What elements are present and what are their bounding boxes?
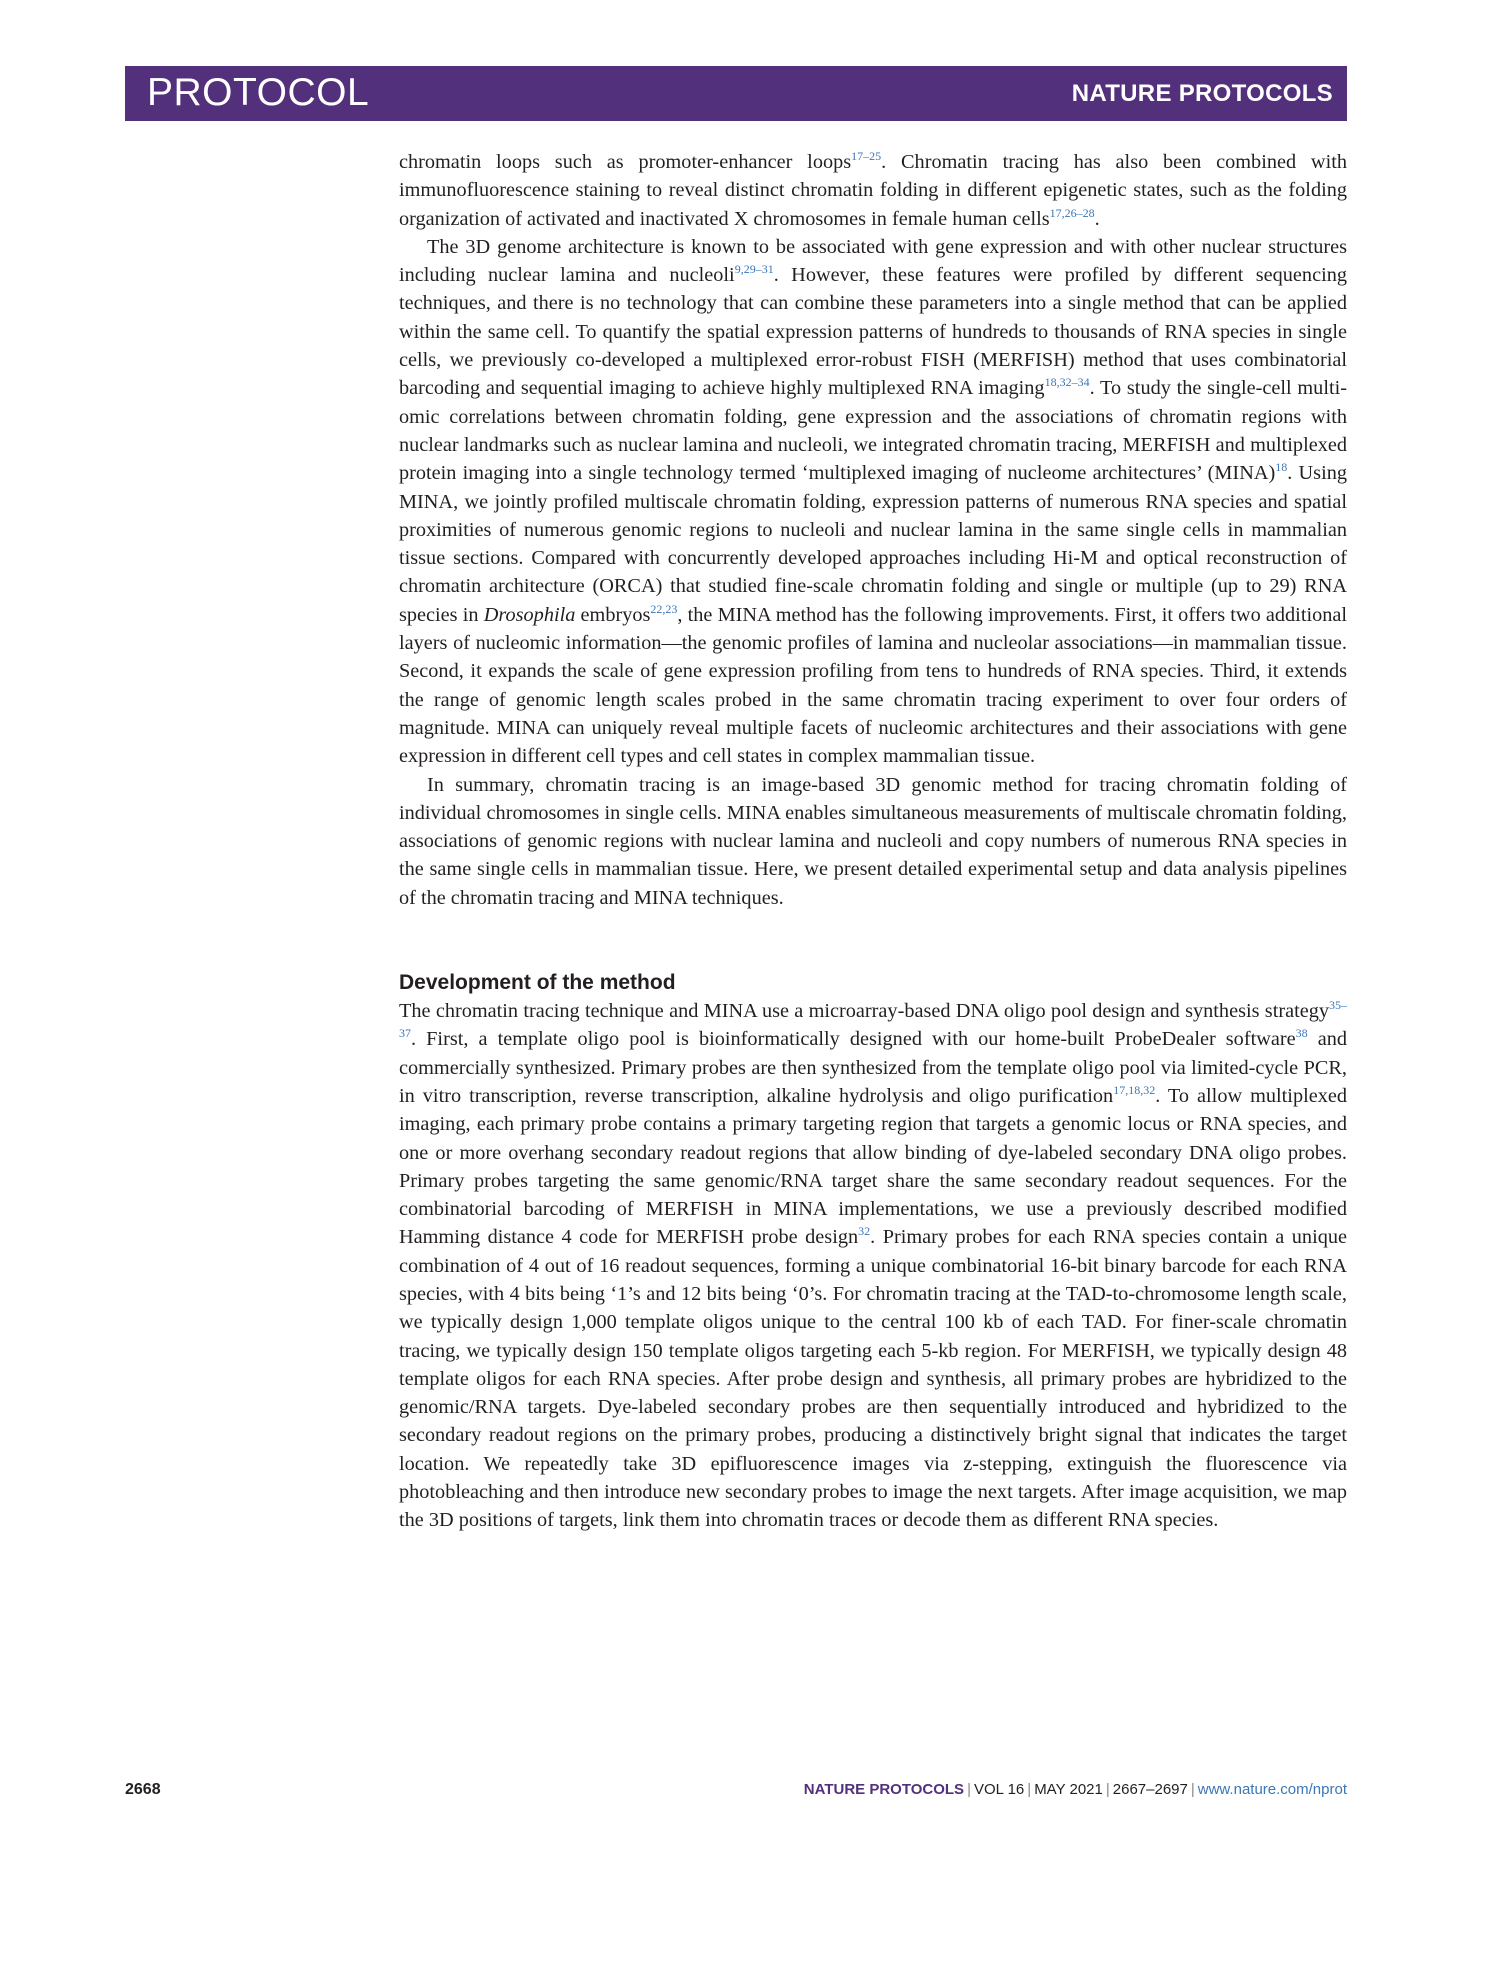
text-run: embryos [575, 603, 651, 626]
text-run: . However, these features were profiled by different sequencing techniques, and there is no technology that can combine these parameters into a single method that can be applied within the same cell. To quantify the spatial expression patterns of hundreds to thousands of RNA species in single cells, we previously co-developed a multiplexed error-robust FISH (MERFISH) method that uses combinatorial barcoding and sequential imaging to achieve highly multiplexed RNA imaging [399, 264, 1347, 400]
paragraph-2 [399, 233, 1347, 771]
footer-pages: 2667–2697 [1112, 1781, 1188, 1798]
section-label: PROTOCOL [147, 71, 370, 114]
text-run: The 3D genome architecture is known to be associated with gene expression and with other nuclear structures including nuclear lamina and nucleoli [399, 235, 1347, 287]
paragraph-3 [399, 771, 1347, 912]
section-heading: Development of the method [399, 971, 676, 995]
footer-volume: VOL 16 [973, 1781, 1025, 1798]
citation-ref[interactable]: 22,23 [650, 601, 678, 616]
text-run: . [1094, 207, 1100, 230]
text-run: In summary, chromatin tracing is an image-based 3D genomic method for tracing chromatin folding of individual chromosomes in single cells. MINA enables simultaneous measurements of multiscale chromatin folding, associations of genomic regions with nuclear lamina and nucleoli and copy numbers of numerous RNA species in the same single cells in mammalian tissue. Here, we present detailed experimental setup and data analysis pipelines of the chromatin tracing and MINA techniques. [399, 773, 1347, 909]
paragraph-1 [399, 148, 1347, 233]
footer-journal-name: NATURE PROTOCOLS [803, 1781, 965, 1798]
citation-ref[interactable]: 32 [858, 1224, 871, 1239]
text-run: . Using MINA, we jointly profiled multiscale chromatin folding, expression patterns of numerous RNA species and spatial proximities of numerous genomic regions to nucleoli and nuclear lamina in the same single cells in mammalian tissue sections. Compared with concurrently developed approaches including Hi-M and optical reconstruction of chromatin architecture (ORCA) that studied fine-scale chromatin folding and single or multiple (up to 29) RNA species in [399, 462, 1347, 626]
text-run: . Chromatin tracing has also been combined with immunofluorescence staining to reveal distinct chromatin folding in different epigenetic states, such as the folding organization of activated and inactivated X chromosomes in female human cells [399, 151, 1347, 230]
citation-ref[interactable]: 9,29–31 [734, 262, 774, 277]
footer-url[interactable]: www.nature.com/nprot [1197, 1781, 1347, 1798]
text-run: chromatin loops such as promoter-enhancer loops [399, 151, 852, 173]
footer-citation: NATURE PROTOCOLS | VOL 16 | MAY 2021 | 2667–2697 | www.nature.com/nprot [803, 1781, 1347, 1798]
italic-term: Drosophila [483, 603, 576, 626]
citation-ref[interactable]: 18 [1275, 460, 1288, 475]
citation-ref[interactable]: 17,26–28 [1049, 205, 1095, 220]
citation-ref[interactable]: 17–25 [851, 149, 882, 164]
section-paragraph [399, 997, 1347, 1535]
journal-label: NATURE PROTOCOLS [1071, 80, 1333, 107]
text-run: . First, a template oligo pool is bioinformatically designed with our home-built ProbeDealer software [411, 1028, 1296, 1051]
text-run: . Primary probes for each RNA species contain a unique combination of 4 out of 16 readout sequences, forming a unique combinatorial 16-bit binary barcode for each RNA species, with 4 bits being ‘1’s and 12 bits being ‘0’s. For chromatin tracing at the TAD-to-chromosome length scale, we typically design 1,000 template oligos unique to the central 100 kb of each TAD. For finer-scale chromatin tracing, we typically design 150 template oligos targeting each 5-kb region. For MERFISH, we typically design 48 template oligos for each RNA species. After probe design and synthesis, all primary probes are hybridized to the genomic/RNA targets. Dye-labeled secondary probes are then sequentially introduced and hybridized to the secondary readout regions on the primary probes, producing a distinctively bright signal that indicates the target location. We repeatedly take 3D epifluorescence images via z-stepping, extinguish the fluorescence via photobleaching and then introduce new secondary probes to image the next targets. After image acquisition, we map the 3D positions of targets, link them into chromatin traces or decode them as different RNA species. [399, 1226, 1347, 1532]
text-run: . To allow multiplexed imaging, each primary probe contains a primary targeting region that targets a genomic locus or RNA species, and one or more overhang secondary readout regions that allow binding of dye-labeled secondary DNA oligo probes. Primary probes targeting the same genomic/RNA target share the same secondary readout sequences. For the combinatorial barcoding of MERFISH in MINA implementations, we use a previously described modified Hamming distance 4 code for MERFISH probe design [399, 1084, 1348, 1249]
text-run: . To study the single-cell multi-omic correlations between chromatin folding, gene expression and the associations of chromatin regions with nuclear landmarks such as nuclear lamina and nucleoli, we integrated chromatin tracing, MERFISH and multiplexed protein imaging into a single technology termed ‘multiplexed imaging of nucleome architectures’ (MINA) [399, 377, 1347, 485]
citation-ref[interactable]: 35–37 [399, 998, 1347, 1041]
text-run: , the MINA method has the following improvements. First, it offers two additional layers of nucleomic information—the genomic profiles of lamina and nucleolar associations—in mammalian tissue. Second, it expands the scale of gene expression profiling from tens to hundreds of RNA species. Third, it extends the range of genomic length scales probed in the same chromatin tracing experiment to over four orders of magnitude. MINA can uniquely reveal multiple facets of nucleomic architectures and their associations with gene expression in different cell types and cell states in complex mammalian tissue. [399, 603, 1348, 768]
text-run: and commercially synthesized. Primary probes are then synthesized from the template oligo pool via limited-cycle PCR, in vitro transcription, reverse transcription, alkaline hydrolysis and oligo purification [399, 1028, 1347, 1107]
citation-ref[interactable]: 38 [1295, 1026, 1308, 1041]
article-body [399, 148, 1347, 1535]
page-number: 2668 [125, 1781, 161, 1798]
header-bar [125, 66, 1347, 121]
text-run: The chromatin tracing technique and MINA use a microarray-based DNA oligo pool design and synthesis strategy [399, 1000, 1329, 1023]
citation-ref[interactable]: 18,32–34 [1044, 375, 1090, 390]
footer-date: MAY 2021 [1034, 1781, 1103, 1798]
citation-ref[interactable]: 17,18,32 [1113, 1083, 1156, 1098]
